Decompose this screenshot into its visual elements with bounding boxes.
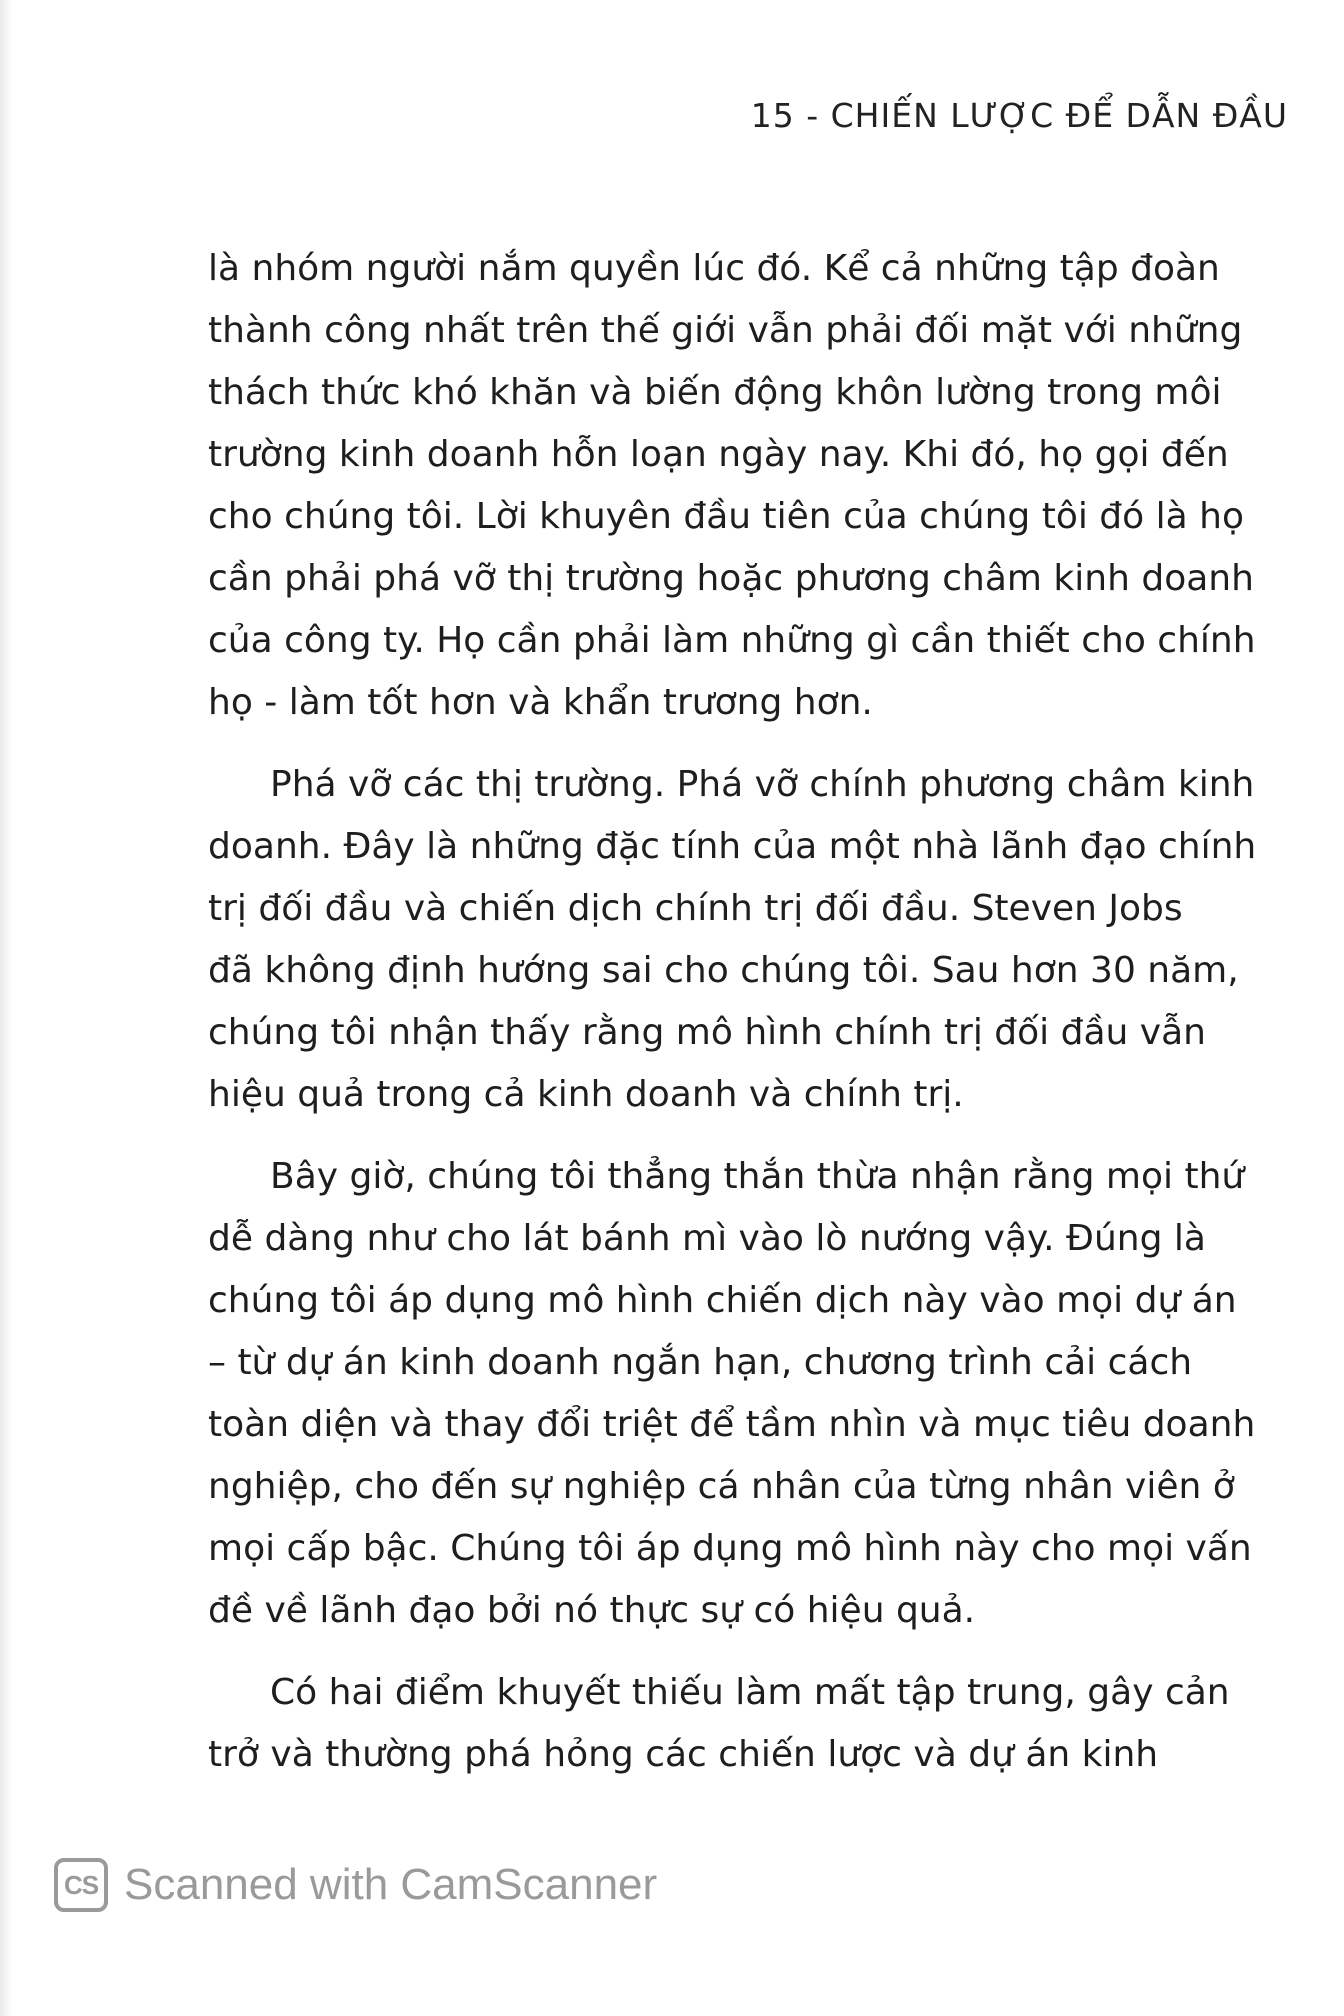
text-line: trị đối đầu và chiến dịch chính trị đối đầu. Steven Jobs	[208, 888, 1183, 929]
text-line: trở và thường phá hỏng các chiến lược và dự án kinh	[208, 1734, 1159, 1775]
text-line: hiệu quả trong cả kinh doanh và chính trị.	[208, 1074, 964, 1115]
text-line: họ - làm tốt hơn và khẩn trương hơn.	[208, 682, 873, 723]
text-line: nghiệp, cho đến sự nghiệp cá nhân của từng nhân viên ở	[208, 1466, 1235, 1507]
text-line: cần phải phá vỡ thị trường hoặc phương châm kinh doanh	[208, 558, 1254, 599]
body-text	[208, 238, 1257, 1786]
text-line: Phá vỡ các thị trường. Phá vỡ chính phương châm kinh	[270, 764, 1255, 805]
text-line: doanh. Đây là những đặc tính của một nhà lãnh đạo chính	[208, 826, 1257, 867]
text-line: cho chúng tôi. Lời khuyên đầu tiên của chúng tôi đó là họ	[208, 496, 1244, 537]
page-binding-edge	[0, 0, 12, 2016]
text-line: đã không định hướng sai cho chúng tôi. Sau hơn 30 năm,	[208, 950, 1239, 991]
text-line: dễ dàng như cho lát bánh mì vào lò nướng vậy. Đúng là	[208, 1218, 1206, 1259]
text-line: – từ dự án kinh doanh ngắn hạn, chương trình cải cách	[208, 1342, 1193, 1383]
paragraph	[208, 238, 1256, 734]
text-line: chúng tôi nhận thấy rằng mô hình chính trị đối đầu vẫn	[208, 1012, 1206, 1053]
running-header: 15 - CHIẾN LƯỢC ĐỂ DẪN ĐẦU	[750, 96, 1288, 135]
text-line: mọi cấp bậc. Chúng tôi áp dụng mô hình này cho mọi vấn	[208, 1528, 1252, 1569]
text-line: đề về lãnh đạo bởi nó thực sự có hiệu quả.	[208, 1590, 976, 1631]
text-line: Có hai điểm khuyết thiếu làm mất tập trung, gây cản	[270, 1672, 1230, 1713]
text-line: toàn diện và thay đổi triệt để tầm nhìn và mục tiêu doanh	[208, 1404, 1256, 1445]
paragraph	[208, 1662, 1230, 1786]
camscanner-logo-icon: CS	[54, 1858, 108, 1912]
text-line: thành công nhất trên thế giới vẫn phải đối mặt với những	[208, 310, 1243, 351]
paragraph	[208, 754, 1257, 1126]
text-line: của công ty. Họ cần phải làm những gì cần thiết cho chính	[208, 620, 1256, 661]
text-line: thách thức khó khăn và biến động khôn lường trong môi	[208, 372, 1222, 413]
watermark-text: Scanned with CamScanner	[124, 1860, 658, 1909]
text-line: chúng tôi áp dụng mô hình chiến dịch này vào mọi dự án	[208, 1280, 1237, 1321]
text-line: Bây giờ, chúng tôi thẳng thắn thừa nhận rằng mọi thứ	[270, 1156, 1245, 1197]
text-line: trường kinh doanh hỗn loạn ngày nay. Khi đó, họ gọi đến	[208, 434, 1229, 475]
paragraph	[208, 1146, 1256, 1642]
camscanner-watermark	[54, 1858, 657, 1912]
text-line: là nhóm người nắm quyền lúc đó. Kể cả những tập đoàn	[208, 248, 1220, 289]
